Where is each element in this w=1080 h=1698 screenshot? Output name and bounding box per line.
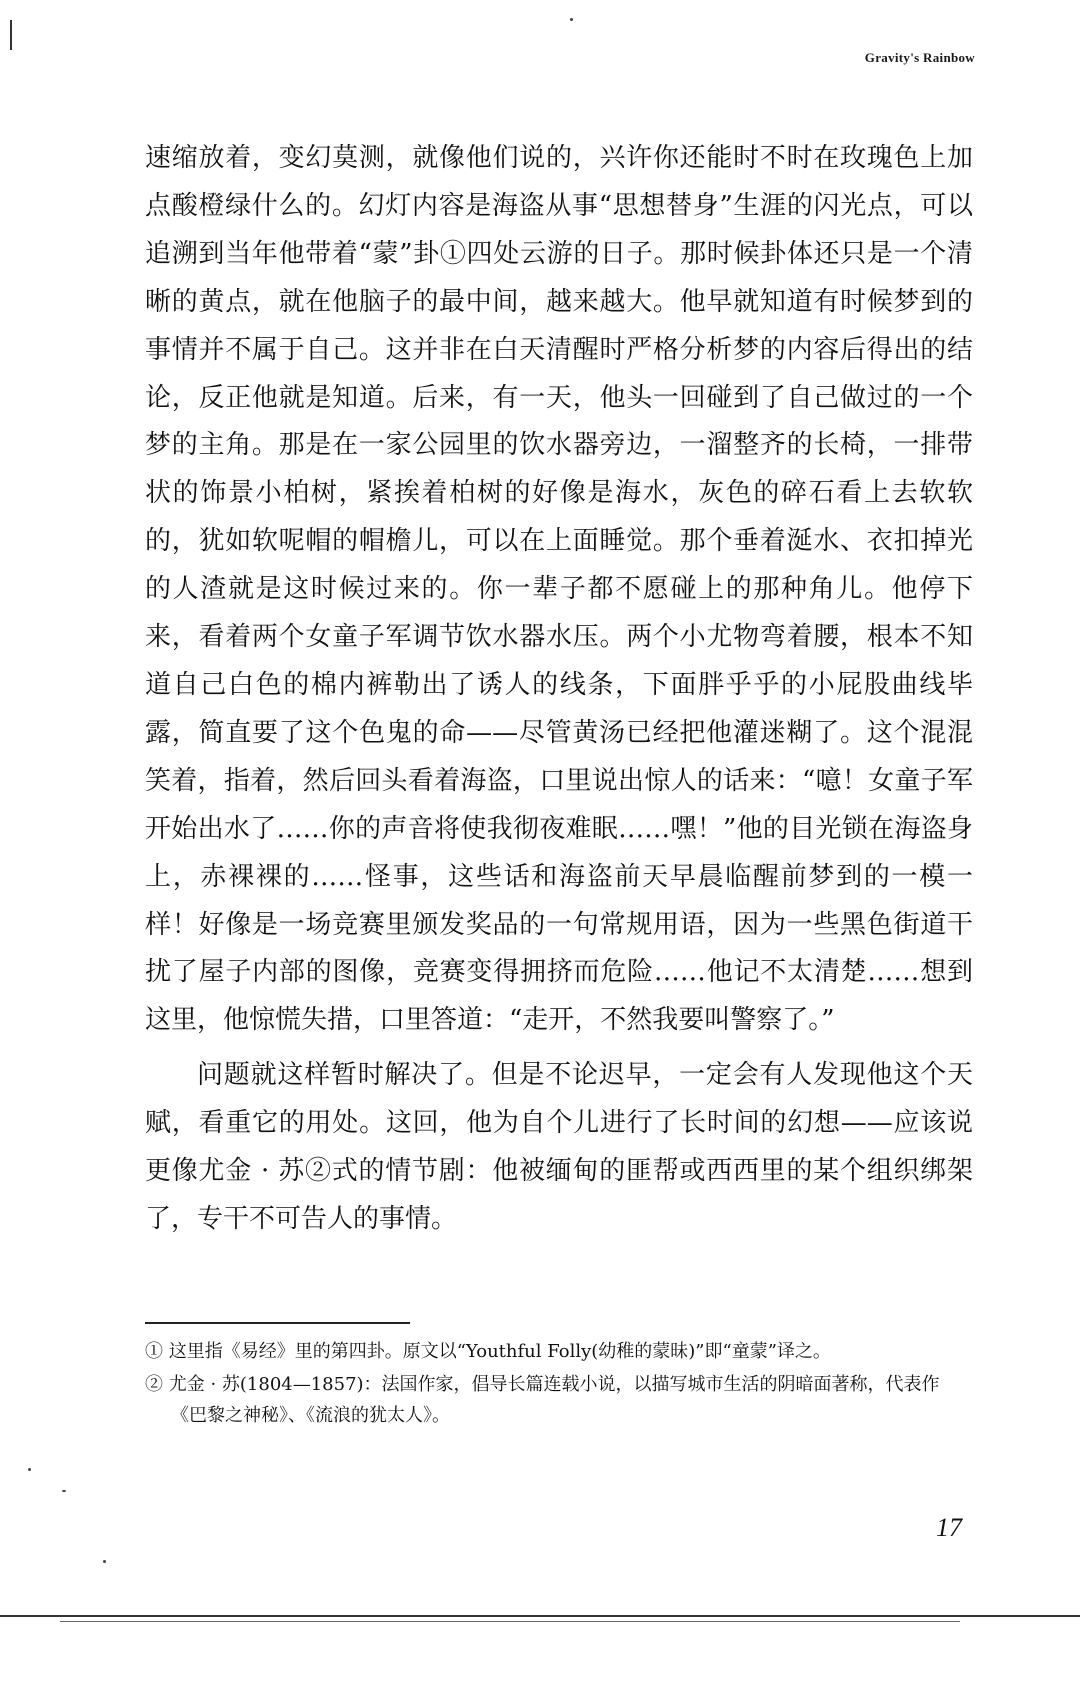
scan-margin-mark <box>10 20 12 50</box>
scan-speck <box>62 1490 66 1492</box>
footnote-divider <box>145 1322 410 1324</box>
scan-speck <box>103 1560 106 1563</box>
page-bottom-edge <box>0 1615 1080 1617</box>
body-text <box>145 135 973 1251</box>
page-bottom-edge <box>60 1621 960 1622</box>
page-number: 17 <box>936 1513 962 1542</box>
paragraph: 速缩放着，变幻莫测，就像他们说的，兴许你还能时不时在玫瑰色上加点酸橙绿什么的。幻灯内容是海盗从事“思想替身”生涯的闪光点，可以追溯到当年他带着“蒙”卦①四处云游的日子。那时候卦体还只是一个清晰的黄点，就在他脑子的最中间，越来越大。他早就知道有时候梦到的事情并不属于自己。这并非在白天清醒时严格分析梦的内容后得出的结论，反正他就是知道。后来，有一天，他头一回碰到了自己做过的一个梦的主角。那是在一家公园里的饮水器旁边，一溜整齐的长椅，一排带状的饰景小柏树，紧挨着柏树的好像是海水，灰色的碎石看上去软软的，犹如软呢帽的帽檐儿，可以在上面睡觉。那个垂着涎水、衣扣掉光的人渣就是这时候过来的。你一辈子都不愿碰上的那种角儿。他停下来，看着两个女童子军调节饮水器水压。两个小尤物弯着腰，根本不知道自己白色的棉内裤勒出了诱人的线条，下面胖乎乎的小屁股曲线毕露，简直要了这个色鬼的命——尽管黄汤已经把他灌迷糊了。这个混混笑着，指着，然后回头看着海盗，口里说出惊人的话来：“噫！女童子军开始出水了……你的声音将使我彻夜难眠……嘿！”他的目光锁在海盗身上，赤裸裸的……怪事，这些话和海盗前天早晨临醒前梦到的一模一样！好像是一场竞赛里颁发奖品的一句常规用语，因为一些黑色街道干扰了屋子内部的图像，竞赛变得拥挤而危险……他记不太清楚……想到这里，他惊慌失措，口里答道：“走开，不然我要叫警察了。” <box>145 143 973 1036</box>
scan-speck <box>28 1468 31 1471</box>
footnotes <box>145 1336 973 1433</box>
running-header: Gravity's Rainbow <box>864 50 975 65</box>
scan-speck <box>570 18 573 21</box>
footnote: ② 尤金 · 苏(1804—1857)：法国作家，倡导长篇连载小说，以描写城市生活的阴暗面著称，代表作《巴黎之神秘》、《流浪的犹太人》。 <box>145 1374 940 1426</box>
footnote: ① 这里指《易经》里的第四卦。原文以“Youthful Folly(幼稚的蒙昧)”即“童蒙”译之。 <box>145 1341 831 1362</box>
paragraph: 问题就这样暂时解决了。但是不论迟早，一定会有人发现他这个天赋，看重它的用处。这回，他为自个儿进行了长时间的幻想——应该说更像尤金 · 苏②式的情节剧：他被缅甸的匪帮或西西里的某个组织绑架了，专干不可告人的事情。 <box>145 1060 973 1234</box>
